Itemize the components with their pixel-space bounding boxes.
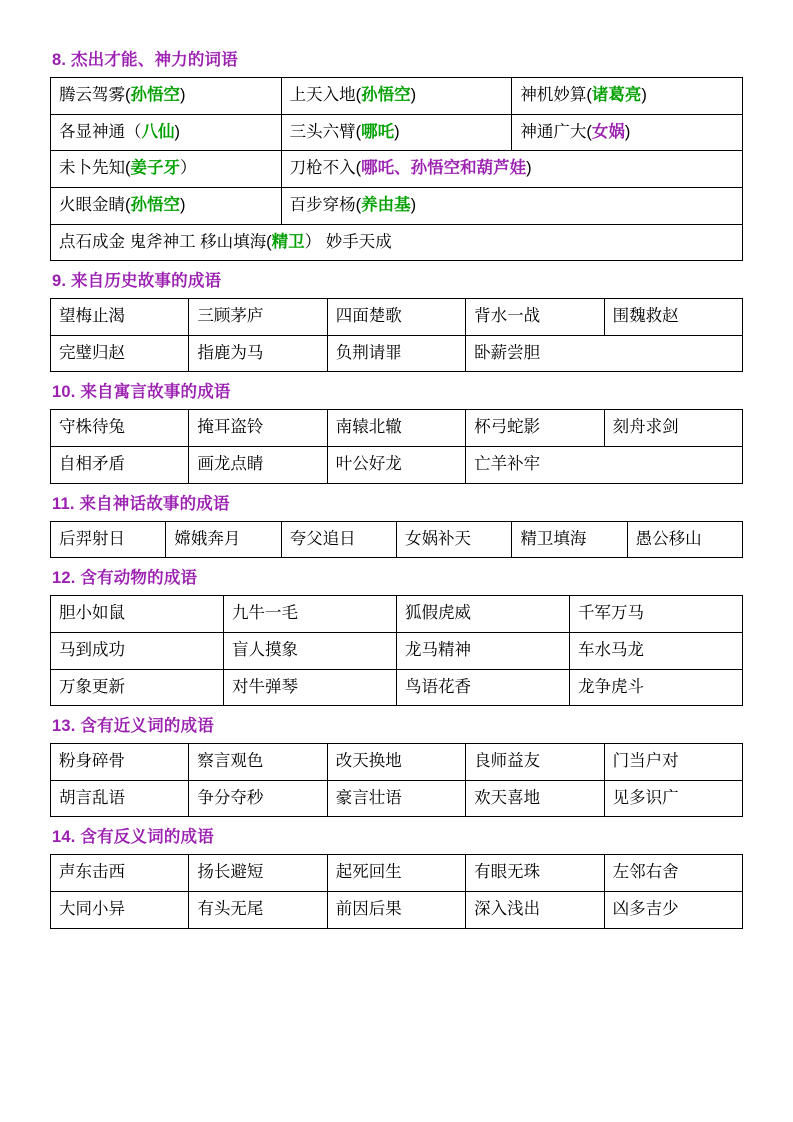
table-cell (189, 855, 327, 892)
idiom-text: 有头无尾 (197, 900, 264, 918)
idiom-text: 守株待兔 (59, 418, 125, 437)
section-title: 11. 来自神话故事的成语 (52, 494, 230, 513)
table-row (51, 669, 743, 706)
table-cell (466, 410, 604, 447)
table-cell (604, 780, 742, 817)
table-cell (466, 299, 604, 336)
idiom-text: 嫦娥奔月 (174, 529, 241, 548)
idiom-text: 深入浅出 (474, 900, 541, 918)
idiom-text: 良师益友 (474, 752, 541, 771)
idiom-table (50, 743, 743, 817)
table-cell (51, 892, 189, 929)
table-cell (281, 151, 742, 188)
idiom-text: 画龙点睛 (197, 455, 264, 473)
table-cell (466, 892, 604, 929)
table-row (51, 447, 743, 484)
idiom-text: 望梅止渴 (59, 307, 125, 326)
table-row (51, 744, 743, 781)
table-row (51, 855, 743, 892)
table-cell (512, 114, 743, 151)
idiom-text: 大同小异 (59, 900, 125, 918)
idiom-text: 凶多吉少 (612, 900, 679, 918)
table-cell (570, 669, 743, 706)
table-cell (604, 410, 742, 447)
idiom-text: 狐假虎威 (405, 604, 471, 623)
idiom-text: 欢天喜地 (474, 788, 541, 807)
table-cell (189, 299, 327, 336)
idiom-text: 卧薪尝胆 (474, 343, 541, 362)
section (50, 378, 743, 483)
section-title: 14. 含有反义词的成语 (52, 828, 214, 847)
table-cell (281, 114, 512, 151)
idiom-text: 改天换地 (335, 752, 402, 771)
table-cell (327, 744, 465, 781)
section (50, 46, 743, 261)
idiom-text: 千军万马 (578, 604, 644, 623)
idiom-text: 南辕北辙 (335, 418, 402, 437)
section (50, 267, 743, 372)
section-title: 9. 来自历史故事的成语 (52, 272, 222, 291)
idiom-text: 起死回生 (335, 863, 402, 882)
table-cell (327, 299, 465, 336)
idiom-text: 争分夺秒 (197, 788, 264, 807)
table-cell (604, 855, 742, 892)
idiom-text: 上天入地(孙悟空) (289, 86, 417, 104)
idiom-text: 对牛弹琴 (232, 677, 298, 696)
table-cell (466, 855, 604, 892)
table-cell (224, 632, 397, 669)
table-cell (51, 447, 189, 484)
idiom-table (50, 77, 743, 261)
idiom-text: 扬长避短 (197, 863, 264, 882)
table-cell (51, 151, 282, 188)
table-row (51, 78, 743, 115)
table-row (51, 892, 743, 929)
table-cell (512, 78, 743, 115)
idiom-text: 掩耳盗铃 (197, 418, 264, 437)
idiom-text: 各显神通（八仙) (59, 122, 180, 141)
sections-container (50, 46, 743, 929)
table-cell (604, 299, 742, 336)
table-cell (189, 892, 327, 929)
table-cell (466, 447, 743, 484)
idiom-text: 女娲补天 (404, 529, 471, 548)
idiom-text: 前因后果 (335, 900, 402, 918)
idiom-text: 指鹿为马 (197, 343, 264, 362)
idiom-text: 点石成金 鬼斧神工 移山填海(精卫） 妙手天成 (59, 232, 392, 251)
table-cell (604, 892, 742, 929)
table-cell (397, 669, 570, 706)
idiom-text: 腾云驾雾(孙悟空) (59, 86, 186, 104)
idiom-text: 自相矛盾 (59, 455, 125, 473)
idiom-text: 百步穿杨(养由基) (289, 195, 417, 214)
table-cell (189, 780, 327, 817)
idiom-table (50, 521, 743, 559)
table-cell (189, 335, 327, 372)
idiom-text: 神通广大(女娲) (520, 122, 631, 141)
table-cell (570, 632, 743, 669)
idiom-text: 亡羊补牢 (474, 455, 541, 473)
table-cell (189, 410, 327, 447)
table-cell (281, 78, 512, 115)
idiom-text: 神机妙算(诸葛亮) (520, 86, 647, 104)
idiom-text: 龙争虎斗 (578, 677, 644, 696)
table-cell (604, 744, 742, 781)
table-cell (51, 187, 282, 224)
table-row (51, 335, 743, 372)
table-cell (51, 335, 189, 372)
table-cell (51, 299, 189, 336)
section (50, 490, 743, 559)
table-cell (281, 521, 396, 558)
table-cell (397, 632, 570, 669)
table-row (51, 596, 743, 633)
table-cell (570, 596, 743, 633)
table-cell (51, 744, 189, 781)
table-cell (327, 780, 465, 817)
table-cell (327, 335, 465, 372)
idiom-text: 三头六臂(哪吒) (289, 122, 400, 141)
section-title: 10. 来自寓言故事的成语 (52, 383, 231, 402)
table-cell (189, 744, 327, 781)
table-cell (51, 596, 224, 633)
idiom-text: 未卜先知(姜子牙） (59, 159, 197, 178)
table-cell (327, 892, 465, 929)
table-cell (224, 596, 397, 633)
idiom-text: 三顾茅庐 (197, 307, 264, 326)
section-title: 8. 杰出才能、神力的词语 (52, 51, 238, 69)
idiom-text: 火眼金睛(孙悟空) (59, 195, 186, 214)
idiom-text: 胡言乱语 (59, 788, 125, 807)
table-cell (166, 521, 281, 558)
table-cell (51, 669, 224, 706)
idiom-text: 愚公移山 (635, 529, 702, 548)
table-row (51, 632, 743, 669)
idiom-text: 马到成功 (59, 640, 125, 659)
idiom-text: 刀枪不入(哪吒、孙悟空和葫芦娃) (289, 159, 532, 178)
table-cell (327, 855, 465, 892)
table-cell (627, 521, 742, 558)
table-row (51, 521, 743, 558)
table-cell (396, 521, 511, 558)
idiom-text: 围魏救赵 (612, 307, 679, 326)
idiom-text: 叶公好龙 (335, 455, 402, 473)
table-row (51, 410, 743, 447)
idiom-text: 万象更新 (59, 677, 125, 696)
idiom-table (50, 298, 743, 372)
table-cell (466, 744, 604, 781)
idiom-text: 负荆请罪 (335, 343, 402, 362)
idiom-text: 龙马精神 (405, 640, 471, 659)
table-cell (512, 521, 627, 558)
table-cell (51, 780, 189, 817)
section (50, 564, 743, 706)
idiom-text: 鸟语花香 (405, 677, 471, 696)
section-title: 12. 含有动物的成语 (52, 569, 198, 588)
table-cell (466, 335, 743, 372)
table-row (51, 114, 743, 151)
table-cell (51, 114, 282, 151)
idiom-table (50, 854, 743, 928)
idiom-text: 粉身碎骨 (59, 752, 125, 771)
idiom-text: 胆小如鼠 (59, 604, 125, 623)
idiom-table (50, 595, 743, 706)
table-cell (51, 224, 743, 261)
idiom-text: 杯弓蛇影 (474, 418, 541, 437)
idiom-text: 车水马龙 (578, 640, 644, 659)
table-cell (281, 187, 742, 224)
idiom-text: 察言观色 (197, 752, 264, 771)
table-cell (466, 780, 604, 817)
table-cell (327, 410, 465, 447)
table-cell (327, 447, 465, 484)
table-row (51, 780, 743, 817)
idiom-text: 声东击西 (59, 863, 125, 882)
table-row (51, 151, 743, 188)
table-row (51, 224, 743, 261)
idiom-text: 盲人摸象 (232, 640, 298, 659)
table-row (51, 187, 743, 224)
idiom-text: 九牛一毛 (232, 604, 298, 623)
table-cell (224, 669, 397, 706)
idiom-text: 左邻右舍 (612, 863, 679, 882)
section-title: 13. 含有近义词的成语 (52, 717, 214, 736)
idiom-text: 精卫填海 (520, 529, 587, 548)
section (50, 712, 743, 817)
idiom-text: 见多识广 (612, 788, 679, 807)
table-row (51, 299, 743, 336)
table-cell (51, 410, 189, 447)
idiom-text: 完璧归赵 (59, 343, 125, 362)
section (50, 823, 743, 928)
idiom-text: 后羿射日 (59, 529, 125, 548)
table-cell (51, 521, 166, 558)
idiom-text: 有眼无珠 (474, 863, 541, 882)
idiom-text: 四面楚歌 (335, 307, 402, 326)
table-cell (397, 596, 570, 633)
idiom-table (50, 409, 743, 483)
idiom-text: 门当户对 (612, 752, 679, 771)
idiom-text: 夸父追日 (289, 529, 356, 548)
idiom-text: 刻舟求剑 (612, 418, 679, 437)
idiom-text: 背水一战 (474, 307, 541, 326)
idiom-text: 豪言壮语 (335, 788, 402, 807)
table-cell (51, 78, 282, 115)
table-cell (189, 447, 327, 484)
table-cell (51, 855, 189, 892)
table-cell (51, 632, 224, 669)
